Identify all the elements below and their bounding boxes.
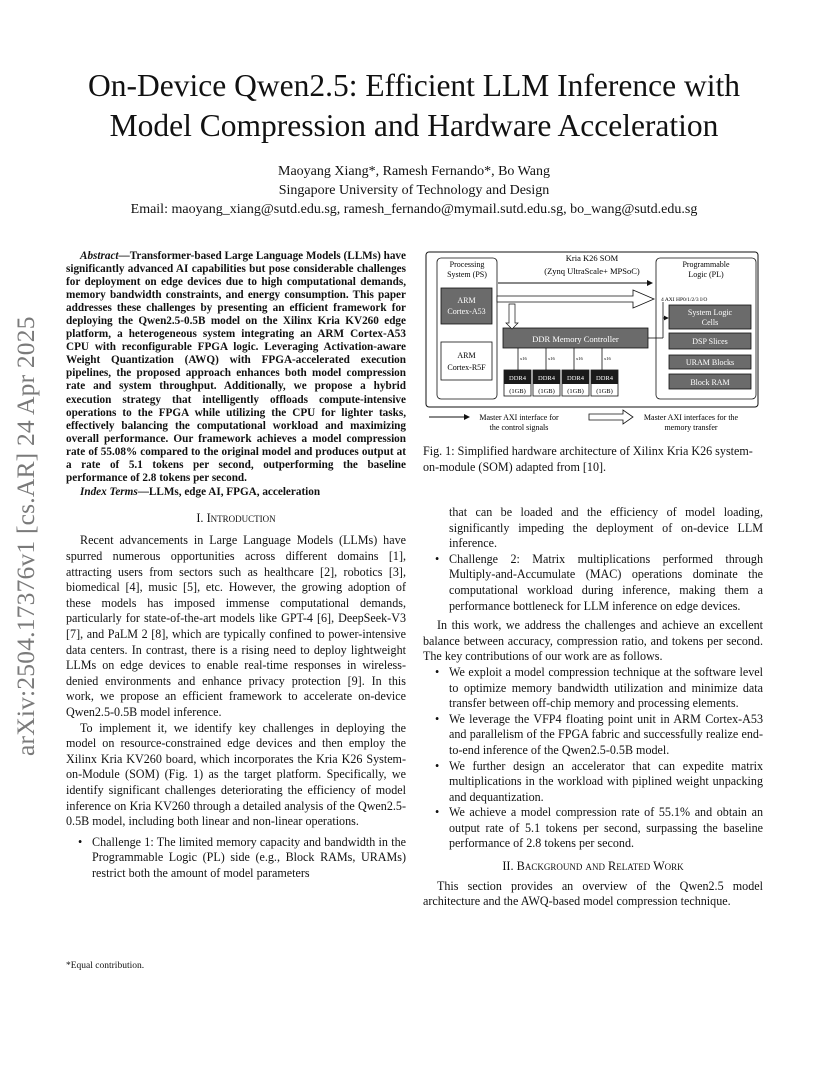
ddr4-label: DDR4: [596, 375, 613, 382]
ddr4-size: (1GB): [509, 388, 526, 395]
list-item: [66, 835, 406, 882]
right-column: [423, 505, 763, 910]
ddr-controller-label: DDR Memory Controller: [532, 334, 619, 344]
system-logic-label-1: System Logic: [687, 308, 733, 317]
port-label: x16: [520, 356, 527, 361]
legend-control-label-2: the control signals: [489, 423, 549, 432]
title-line-1: On-Device Qwen2.5: Efficient LLM Inference with: [88, 68, 740, 103]
bullet-icon: •: [435, 551, 440, 566]
list-item: [423, 712, 763, 759]
footnote: *Equal contribution.: [66, 961, 145, 971]
section-heading-background: II. Background and Related Work: [502, 859, 684, 874]
challenge-list: [66, 835, 406, 882]
section-heading-introduction: I. Introduction: [196, 510, 276, 525]
port-label: x16: [548, 356, 555, 361]
abstract: [66, 250, 406, 485]
abstract-label: Abstract: [80, 250, 119, 262]
bullet-icon: •: [435, 664, 440, 679]
a53-label-2: Cortex-A53: [447, 307, 486, 316]
pl-label-1: Programmable: [682, 260, 730, 269]
challenge-1-text: Challenge 1: The limited memory capacity and bandwidth in the Programmable Logic (PL) side (e.g., Block RAMs, URAMs) restrict both the amount of model parameters: [92, 834, 406, 880]
legend-memory-label-2: memory transfer: [664, 423, 718, 432]
ddr4-label: DDR4: [509, 375, 526, 382]
authors: Maoyang Xiang*, Ramesh Fernando*, Bo Wang: [278, 164, 550, 179]
a53-block: [441, 288, 492, 324]
axi-port-label: 4 AXI HP0/1/2/3 I/O: [661, 297, 708, 303]
ddr4-size: (1GB): [596, 388, 613, 395]
arxiv-stamp: arXiv:2504.17376v1 [cs.AR] 24 Apr 2025: [11, 316, 40, 756]
system-logic-label-2: Cells: [701, 318, 719, 327]
som-subtitle: (Zynq UltraScale+ MPSoC): [544, 266, 640, 276]
r5f-label-2: Cortex-R5F: [447, 363, 486, 372]
affiliation: Singapore University of Technology and Design: [278, 183, 550, 198]
r5f-block: [441, 342, 492, 380]
ps-label-1: Processing: [449, 260, 485, 269]
index-terms-label: Index Terms: [80, 485, 138, 498]
ddr4-label: DDR4: [538, 375, 555, 382]
figure-caption: Fig. 1: Simplified hardware architecture of Xilinx Kria K26 system-on-module (SOM) adapted from [10].: [423, 444, 753, 474]
ddr4-size: (1GB): [538, 388, 555, 395]
list-item: [423, 805, 763, 852]
dsp-label: DSP Slices: [692, 337, 728, 346]
list-item: [423, 759, 763, 806]
email: Email: maoyang_xiang@sutd.edu.sg, ramesh_fernando@mymail.sutd.edu.sg, bo_wang@sutd.edu.sg: [130, 202, 698, 217]
port-label: x16: [604, 356, 611, 361]
title-line-2: Model Compression and Hardware Acceleration: [109, 108, 719, 143]
left-column: [66, 250, 406, 882]
bullet-icon: •: [435, 711, 440, 726]
list-item: [423, 552, 763, 614]
challenge-list-2: [423, 552, 763, 614]
background-paragraph-1: This section provides an overview of the Qwen2.5 model architecture and the AWQ-based model compression technique.: [423, 878, 763, 909]
r5f-label-1: ARM: [457, 351, 476, 360]
intro-paragraph-2: To implement it, we identify key challenges in deploying the model on resource-constrained edge devices and then employ the Xilinx Kria KV260 board, which incorporates the Kria K26 System-on-Module (SOM) (Fig. 1) as the target platform. Specifically, we identify significant challenges deteriorating the efficiency of model inference on Kria KV260 through a detailed analysis of the Qwen2.5-0.5B model, including both linear and non-linear operations.: [66, 720, 406, 829]
bullet-icon: •: [435, 805, 440, 820]
paper-title: [40, 66, 788, 146]
bullet-icon: •: [435, 758, 440, 773]
contributions-intro: In this work, we address the challenges and achieve an excellent balance between accuracy, compression ratio, and tokens per second. The key contributions of our work are as follows.: [423, 618, 763, 664]
contribution-text: We further design an accelerator that can expedite matrix multiplications in the workload with piplined weight unpacking and dequantization.: [449, 758, 763, 804]
ddr4-size: (1GB): [567, 388, 584, 395]
challenge-1-continued: that can be loaded and the efficiency of model loading, significantly impeding the deployment of on-device LLM inference.: [449, 505, 763, 551]
ps-label-2: System (PS): [447, 270, 487, 279]
intro-paragraph-1: Recent advancements in Large Language Models (LLMs) have spurred numerous opportunities across different domains [1], attracting users from sectors such as healthcare [2], robotics [3], biomedical [4], music [5], etc. However, the growing adoption of these models has imposed immense computational demands, particularly for state-of-the-art models like GPT-4 [6], DeepSeek-V3 [7], and PaLM 2 [8], which are typically confined to power-intensive data centers. In contrast, there is a rising need to deploy lightweight LLMs on edge devices to enable real-time responses in wireless-denied environments and enhance privacy protection [9]. In this work, we propose an efficient framework to accelerate on-device Qwen2.5-0.5B model inference.: [66, 533, 406, 720]
challenge-2-text: Challenge 2: Matrix multiplications performed through Multiply-and-Accumulate (MAC) operations dominate the computational workload during inference, making them a performance bottleneck for LLM inference on edge devices.: [449, 551, 763, 613]
a53-label-1: ARM: [457, 296, 476, 305]
som-title: Kria K26 SOM: [565, 253, 619, 263]
author-block: [40, 162, 788, 219]
uram-label: URAM Blocks: [685, 358, 735, 367]
contributions-list: [423, 665, 763, 852]
figure-hardware-architecture: [423, 250, 763, 440]
legend-memory-label-1: Master AXI interfaces for the: [643, 413, 739, 422]
list-item: [423, 665, 763, 712]
contribution-text: We exploit a model compression technique at the software level to optimize memory bandwidth utilization and minimize data transfer between off-chip memory and processing elements.: [449, 664, 763, 711]
legend-memory-arrow: [589, 410, 633, 424]
bullet-icon: •: [78, 834, 83, 849]
port-label: x16: [576, 356, 583, 361]
contribution-text: We leverage the VFP4 floating point unit in ARM Cortex-A53 and parallelism of the FPGA fabric and successfully realize end-to-end inference of the Qwen2.5-0.5B model.: [449, 711, 763, 757]
contribution-text: We achieve a model compression rate of 55.1% and obtain an output rate of 5.1 tokens per second, surpassing the baseline performance of 2.8 tokens per second.: [449, 805, 763, 851]
ddr4-label: DDR4: [567, 375, 584, 382]
pl-label-2: Logic (PL): [688, 270, 724, 279]
abstract-text: —Transformer-based Large Language Models (LLMs) have significantly advanced AI capabilities but pose considerable challenges for deployment on edge devices due to high computational demands, memory bandwidth constraints, and energy consumption. This paper addresses these challenges by presenting an efficient framework for deploying the Qwen2.5-0.5B model on the Xilinx Kria KV260 edge platform, a heterogeneous system integrating an ARM Cortex-A53 CPU with reconfigurable FPGA logic. Leveraging Activation-aware Weight Quantization (AWQ) with FPGA-accelerated execution pipelines, the proposed approach enhances both model compression rate and system throughput. Additionally, we propose a hybrid execution strategy that intelligently offloads compute-intensive operations to the FPGA while utilizing the CPU for lighter tasks, effectively balancing the computational workload and maximizing overall performance. Our framework achieves a model compression rate of 55.08% compared to the original model and produces output at a rate of 5.1 tokens per second, outperforming the baseline performance of 2.8 tokens per second.: [66, 250, 406, 484]
bram-label: Block RAM: [690, 378, 730, 387]
legend-control-label-1: Master AXI interface for: [479, 413, 559, 422]
index-terms-text: —LLMs, edge AI, FPGA, acceleration: [137, 485, 321, 498]
index-terms: [66, 486, 406, 499]
